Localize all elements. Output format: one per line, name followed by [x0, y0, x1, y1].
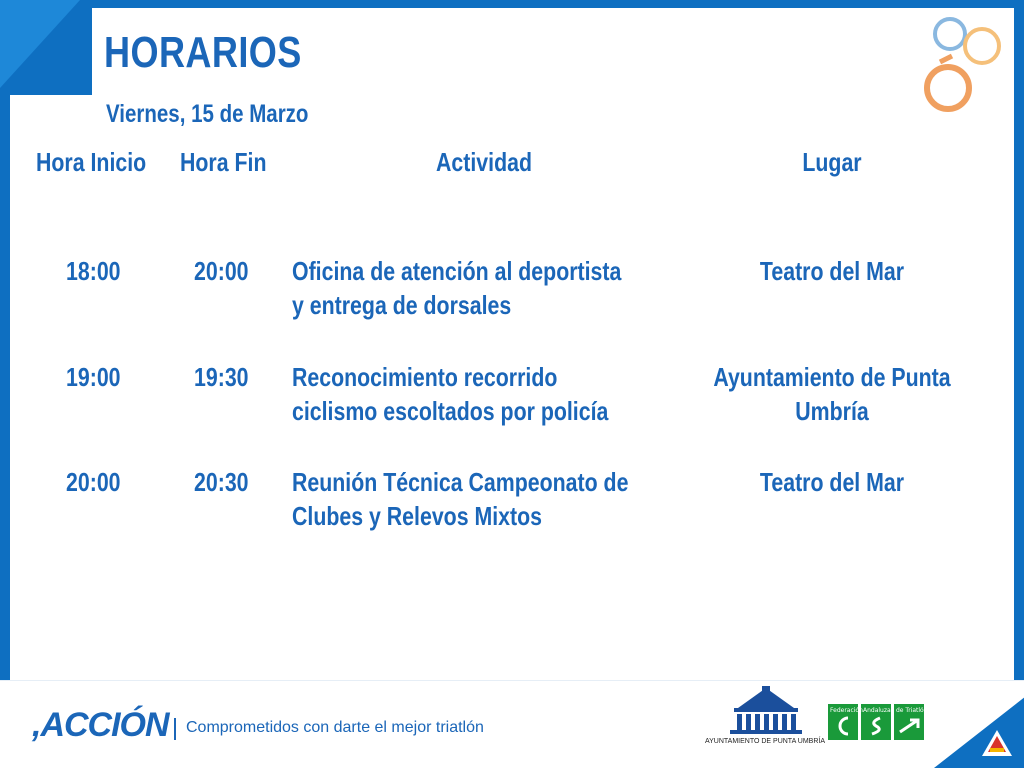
row-place-line: Ayuntamiento de Punta [713, 362, 951, 392]
row-place [709, 465, 955, 499]
triathlon-rings-logo-icon [918, 14, 1010, 118]
row-start-time: 20:00 [66, 467, 121, 497]
accion-logo: ,ACCIÓN [32, 706, 169, 744]
frame-top [0, 0, 1024, 8]
row-activity-line: Clubes y Relevos Mixtos [292, 501, 543, 531]
header-hora-fin: Hora Fin [180, 147, 267, 177]
row-start-time: 18:00 [66, 256, 121, 286]
row-activity-line: Reunión Técnica Campeonato de [292, 467, 629, 497]
row-activity-line: Oficina de atención al deportista [292, 256, 622, 286]
row-activity [292, 360, 608, 428]
federation-text-2: Andaluza [863, 707, 891, 714]
row-end-time: 20:30 [194, 467, 249, 497]
row-end-time: 20:00 [194, 256, 249, 286]
header-actividad: Actividad [436, 147, 532, 177]
footer-slogan: Comprometidos con darte el mejor triatlón [186, 719, 484, 736]
row-place [709, 360, 955, 428]
federation-logo-icon [828, 704, 928, 740]
page-title: HORARIOS [104, 28, 302, 77]
row-place-line: Umbría [795, 396, 869, 426]
header-lugar: Lugar [802, 147, 862, 177]
row-place-line: Teatro del Mar [759, 467, 905, 497]
town-hall-caption: AYUNTAMIENTO DE PUNTA UMBRÍA [704, 738, 826, 745]
frame-left [0, 0, 10, 768]
row-start-time: 19:00 [66, 362, 121, 392]
header-hora-inicio: Hora Inicio [36, 147, 147, 177]
row-activity-line: ciclismo escoltados por policía [292, 396, 609, 426]
row-activity [292, 254, 621, 322]
frame-right [1014, 0, 1024, 680]
triathlon-corner-logo-icon [980, 728, 1014, 758]
federation-text-3: de Triatlón [896, 707, 928, 714]
slogan-divider [174, 718, 176, 740]
federation-text-1: Federación [830, 707, 863, 714]
row-place [709, 254, 955, 288]
row-activity-line: y entrega de dorsales [292, 290, 512, 320]
date-subtitle: Viernes, 15 de Marzo [106, 100, 309, 128]
row-place-line: Teatro del Mar [759, 256, 905, 286]
row-end-time: 19:30 [194, 362, 249, 392]
row-activity [292, 465, 628, 533]
row-activity-line: Reconocimiento recorrido [292, 362, 558, 392]
